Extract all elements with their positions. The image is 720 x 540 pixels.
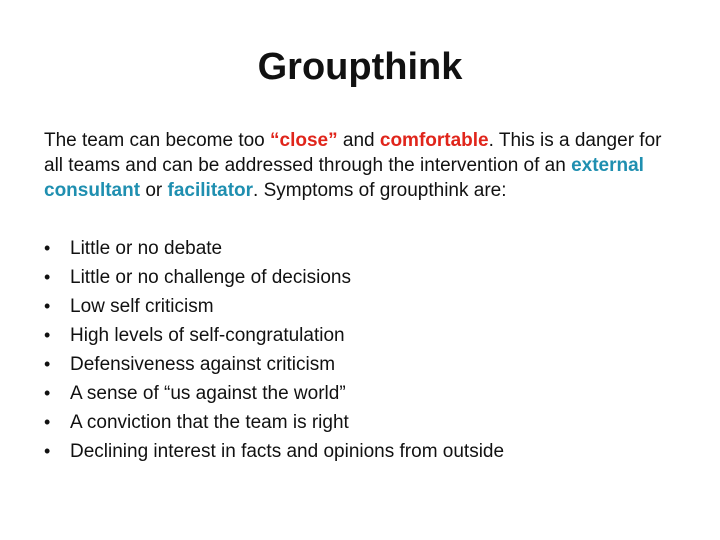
emphasis-close: “close” <box>270 130 338 151</box>
symptom-text: Little or no debate <box>70 238 223 259</box>
bullet-icon: • <box>44 267 51 287</box>
emphasis-facilitator: facilitator <box>167 180 254 201</box>
symptom-item <box>44 437 684 466</box>
symptom-text: Declining interest in facts and opinions from outside <box>70 441 505 462</box>
symptom-text: A sense of “us against the world” <box>70 383 346 404</box>
intro-text-5: . Symptoms of groupthink are: <box>253 180 507 201</box>
symptom-text: Little or no challenge of decisions <box>70 267 351 288</box>
emphasis-external-consultant: external consultant <box>44 155 644 201</box>
symptoms-list <box>44 234 684 466</box>
bullet-icon: • <box>44 354 51 374</box>
symptom-text: Defensiveness against criticism <box>70 354 336 375</box>
bullet-icon: • <box>44 296 51 316</box>
bullet-icon: • <box>44 383 51 403</box>
symptom-item <box>44 321 684 350</box>
bullet-icon: • <box>44 412 51 432</box>
emphasis-comfortable: comfortable <box>379 130 489 151</box>
intro-text-1: The team can become too <box>44 130 271 151</box>
slide-title: Groupthink <box>257 46 463 88</box>
symptom-item <box>44 350 684 379</box>
symptom-text: High levels of self-congratulation <box>70 325 345 346</box>
symptom-item <box>44 408 684 437</box>
symptom-item <box>44 263 684 292</box>
intro-text-3: . This is a danger for all teams and can be addressed through the intervention of an <box>44 130 662 176</box>
symptom-text: Low self criticism <box>70 296 214 317</box>
symptom-item <box>44 234 684 263</box>
symptom-item <box>44 292 684 321</box>
bullet-icon: • <box>44 441 51 461</box>
symptom-text: A conviction that the team is right <box>70 412 349 433</box>
symptom-item <box>44 379 684 408</box>
intro-text-4: or <box>140 180 168 201</box>
bullet-icon: • <box>44 325 51 345</box>
intro-paragraph <box>44 128 684 203</box>
intro-text-2: and <box>337 130 380 151</box>
bullet-icon: • <box>44 238 51 258</box>
